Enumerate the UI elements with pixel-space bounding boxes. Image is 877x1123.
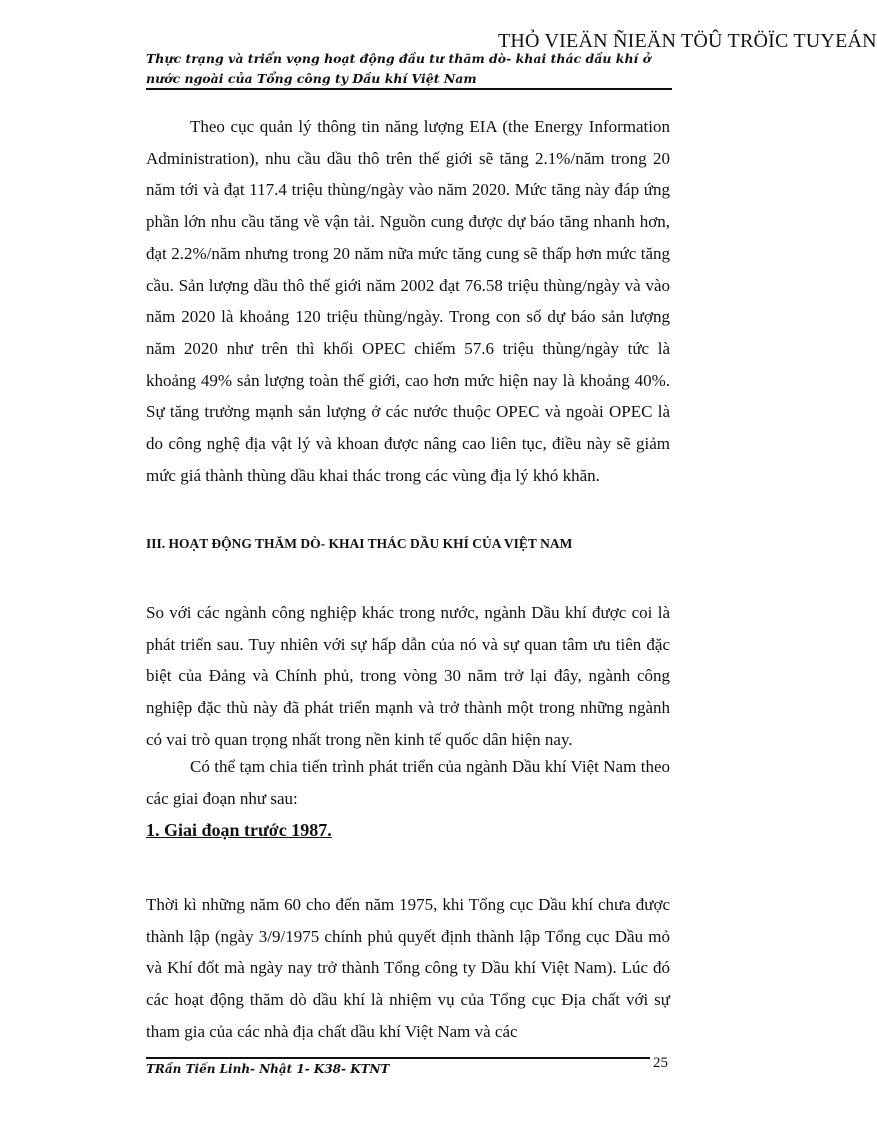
page-number: 25 [653, 1055, 668, 1071]
running-header: Thực trạng và triển vọng hoạt động đầu tư thăm dò- khai thác dầu khí ở nước ngoài của Tổng công ty Dầu khí Việt Nam [146, 51, 651, 86]
header-divider [146, 88, 672, 90]
paragraph-development-stages: Có thể tạm chia tiến trình phát triển của ngành Dầu khí Việt Nam theo các giai đoạn như sau: [146, 757, 670, 808]
paragraph-eia-forecast: Theo cục quản lý thông tin năng lượng EIA (the Energy Information Administration), nhu cầu dầu thô trên thế giới sẽ tăng 2.1%/năm trong 20 năm tới và đạt 117.4 triệu thùng/ngày vào năm 2020. Mức tăng này đáp ứng phần lớn nhu cầu tăng về vận tải. Nguồn cung được dự báo tăng nhanh hơn, đạt 2.2%/năm nhưng trong 20 năm nữa mức tăng cung sẽ thấp hơn mức tăng cầu. Sản lượng dầu thô thế giới năm 2002 đạt 76.58 triệu thùng/ngày và vào năm 2020 là khoảng 120 triệu thùng/ngày. Trong con số dự báo sản lượng năm 2020 như trên thì khối OPEC chiếm 57.6 triệu thùng/ngày tức là khoảng 49% sản lượng toàn thế giới, cao hơn mức hiện nay là khoảng 40%. Sự tăng trưởng mạnh sản lượng ở các nước thuộc OPEC và ngoài OPEC là do công nghệ địa vật lý và khoan được nâng cao liên tục, điều này sẽ giảm mức giá thành thùng dầu khai thác trong các vùng địa lý khó khăn. [146, 117, 670, 485]
paragraph-industry-overview: So với các ngành công nghiệp khác trong nước, ngành Dầu khí được coi là phát triển sau. Tuy nhiên với sự hấp dẫn của nó và sự quan tâm ưu tiên đặc biệt của Đảng và Chính phủ, trong vòng 30 năm trở lại đây, ngành công nghiệp đặc thù này đã phát triển mạnh và trở thành một trong những ngành có vai trò quan trọng nhất trong nền kinh tế quốc dân hiện nay. [146, 603, 670, 749]
subsection-heading: 1. Giai đoạn trước 1987. [146, 820, 332, 840]
watermark-text: THỎ VIEÄN ÑIEÄN TÖÛ TRÖÏC TUYEÁN [498, 30, 877, 52]
footer-divider [146, 1057, 650, 1059]
section-heading: III. HOẠT ĐỘNG THĂM DÒ- KHAI THÁC DẦU KHÍ CỦA VIỆT NAM [146, 536, 573, 551]
footer-author: TRần Tiến Linh- Nhật 1- K38- KTNT [146, 1062, 390, 1076]
paragraph-pre-1987: Thời kì những năm 60 cho đến năm 1975, khi Tổng cục Dầu khí chưa được thành lập (ngày 3/9/1975 chính phủ quyết định thành lập Tổng cục Dầu mỏ và Khí đốt mà ngày nay trở thành Tổng công ty Dầu khí Việt Nam). Lúc đó các hoạt động thăm dò dầu khí là nhiệm vụ của Tổng cục Địa chất với sự tham gia của các nhà địa chất dầu khí Việt Nam và các [146, 895, 670, 1041]
